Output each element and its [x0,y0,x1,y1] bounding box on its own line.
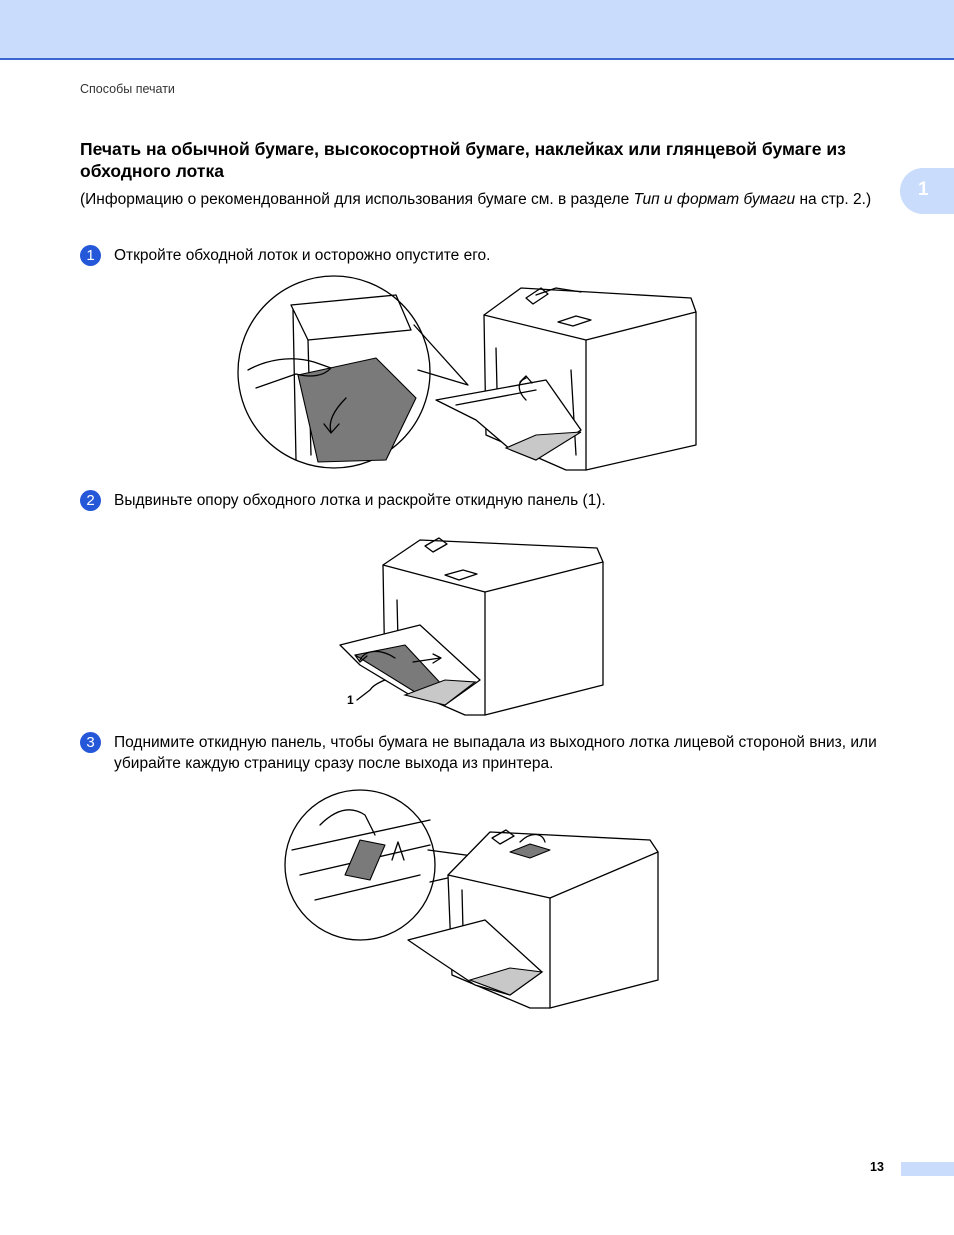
page-number: 13 [870,1160,884,1174]
step-2-text: Выдвиньте опору обходного лотка и раскройте откидную панель (1). [114,492,606,509]
figure-1-open-tray [236,270,706,475]
intro-text-end: на стр. 2.) [795,191,872,208]
callout-1: 1 [347,693,354,707]
step-3-text: Поднимите откидную панель, чтобы бумага не выпадала из выходного лотка лицевой стороной вниз, или убирайте каждую страницу сразу после выхода из принтера. [114,734,877,772]
header-band [0,0,954,60]
step-3-badge: 3 [80,732,101,753]
intro-paragraph [80,190,890,210]
step-1-text: Откройте обходной лоток и осторожно опустите его. [114,247,491,264]
footer-band [901,1162,954,1176]
breadcrumb: Способы печати [80,82,175,96]
chapter-number: 1 [918,179,929,200]
section-heading: Печать на обычной бумаге, высокосортной бумаге, наклейках или глянцевой бумаге из обходного лотка [80,139,846,181]
step-1-badge: 1 [80,245,101,266]
figure-2-extend-support [335,530,605,720]
figure-3-lift-flap [280,780,665,1015]
intro-text: (Информацию о рекомендованной для использования бумаге см. в разделе [80,191,634,208]
intro-link[interactable]: Тип и формат бумаги [633,191,796,208]
chapter-tab [900,168,954,214]
step-2-badge: 2 [80,490,101,511]
